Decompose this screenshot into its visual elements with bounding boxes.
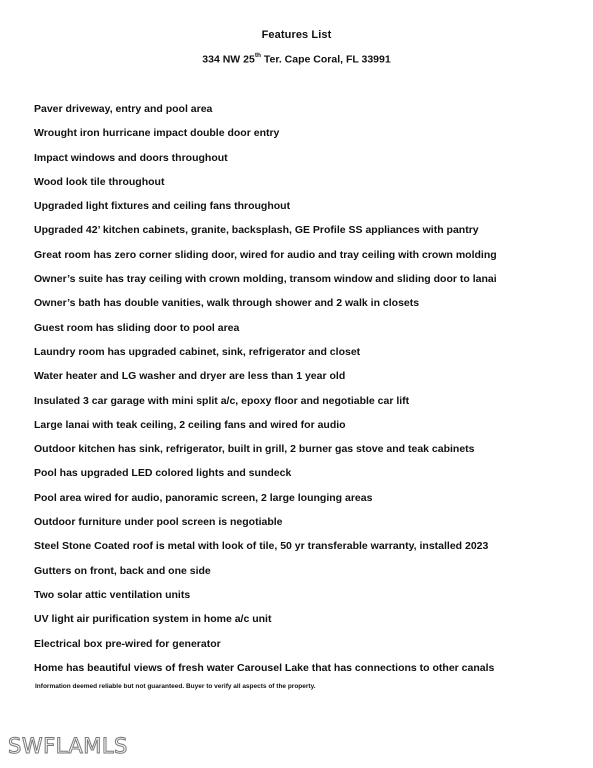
- feature-item: Electrical box pre-wired for generator: [34, 637, 221, 650]
- feature-item: Outdoor kitchen has sink, refrigerator, built in grill, 2 burner gas stove and teak cabinets: [34, 443, 475, 456]
- feature-item: Pool has upgraded LED colored lights and sundeck: [34, 467, 292, 480]
- feature-item: Impact windows and doors throughout: [34, 151, 228, 164]
- feature-item: Insulated 3 car garage with mini split a/c, epoxy floor and negotiable car lift: [34, 394, 410, 407]
- document-title: Features List: [261, 29, 332, 41]
- feature-item: Home has beautiful views of fresh water Carousel Lake that has connections to other canals: [34, 661, 495, 674]
- feature-item: Great room has zero corner sliding door, wired for audio and tray ceiling with crown molding: [34, 248, 497, 261]
- feature-item: Wood look tile throughout: [34, 175, 165, 188]
- address-ordinal-suffix: th: [254, 52, 261, 59]
- feature-item: Two solar attic ventilation units: [34, 588, 191, 601]
- feature-item: Steel Stone Coated roof is metal with look of tile, 50 yr transferable warranty, installed 2023: [34, 540, 489, 553]
- feature-item: Guest room has sliding door to pool area: [34, 321, 240, 334]
- feature-item: Laundry room has upgraded cabinet, sink, refrigerator and closet: [34, 345, 361, 358]
- feature-item: Large lanai with teak ceiling, 2 ceiling fans and wired for audio: [34, 418, 346, 431]
- feature-item: UV light air purification system in home a/c unit: [34, 613, 272, 626]
- feature-item: Wrought iron hurricane impact double door entry: [34, 127, 280, 140]
- feature-item: Gutters on front, back and one side: [34, 564, 211, 577]
- feature-item: Upgraded light fixtures and ceiling fans throughout: [34, 200, 291, 213]
- mls-watermark: SWFLAMLS: [8, 734, 128, 758]
- disclaimer-text: Information deemed reliable but not guaranteed. Buyer to verify all aspects of the property.: [35, 683, 316, 690]
- feature-item: Owner’s suite has tray ceiling with crown molding, transom window and sliding door to lanai: [34, 273, 497, 286]
- address-suffix: Ter. Cape Coral, FL 33991: [260, 53, 391, 66]
- feature-item: Owner’s bath has double vanities, walk through shower and 2 walk in closets: [34, 297, 420, 310]
- feature-item: Paver driveway, entry and pool area: [34, 103, 213, 115]
- address-prefix: 334 NW 25: [202, 53, 255, 66]
- feature-item: Outdoor furniture under pool screen is negotiable: [34, 516, 283, 529]
- feature-item: Pool area wired for audio, panoramic screen, 2 large lounging areas: [34, 491, 373, 504]
- property-address: [0, 53, 593, 66]
- features-list: [34, 102, 579, 685]
- feature-item: Upgraded 42’ kitchen cabinets, granite, backsplash, GE Profile SS appliances with pantry: [34, 224, 479, 237]
- feature-item: Water heater and LG washer and dryer are less than 1 year old: [34, 370, 346, 383]
